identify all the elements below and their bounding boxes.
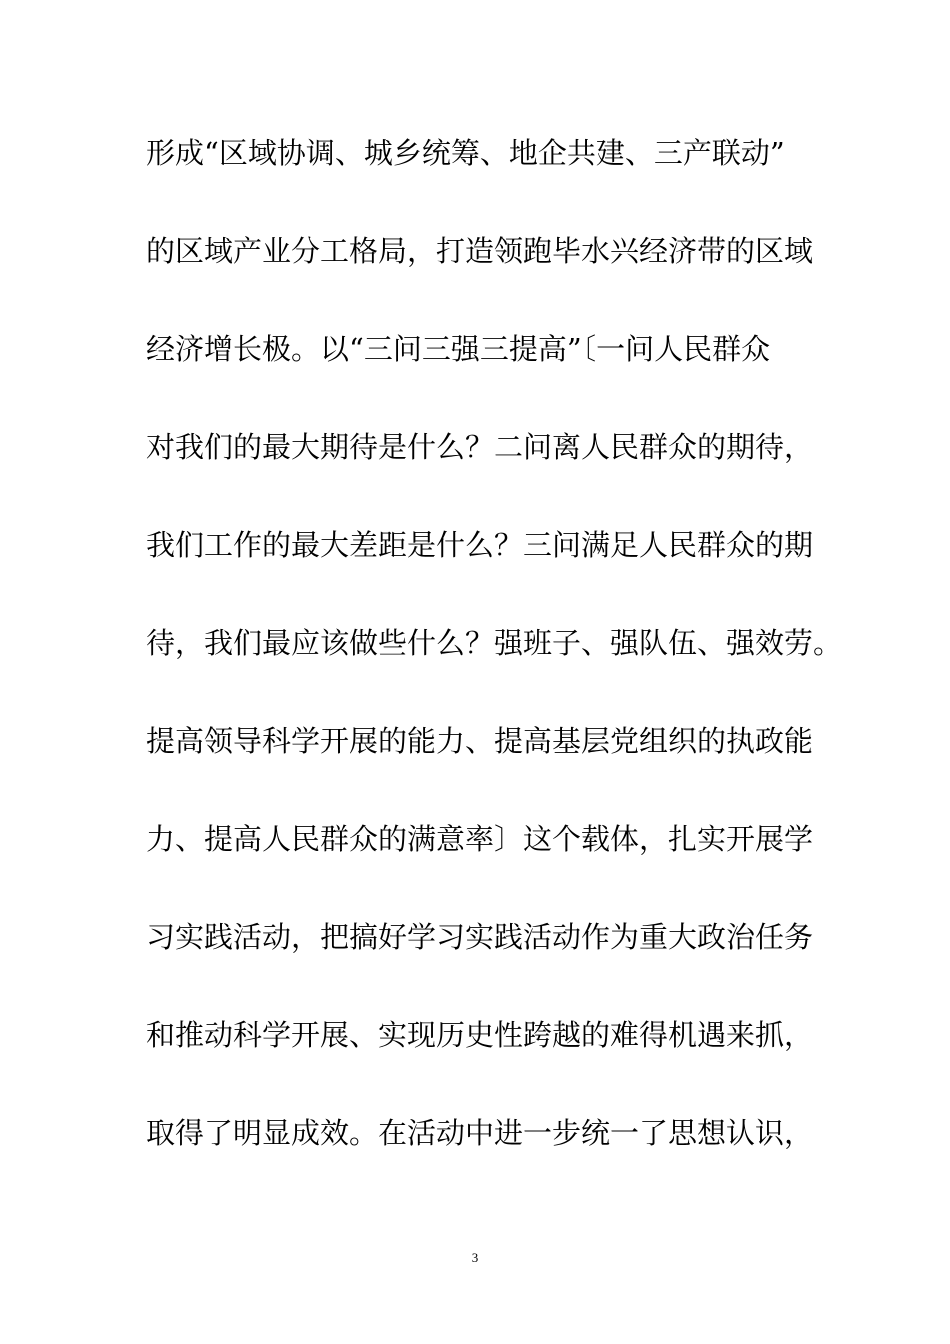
text-line-8: 力、提高人民群众的满意率〕这个载体，扎实开展学 — [146, 822, 814, 856]
text-line-11: 取得了明显成效。在活动中进一步统一了思想认识， — [146, 1116, 814, 1150]
text-line-9: 习实践活动，把搞好学习实践活动作为重大政治任务 — [146, 920, 814, 954]
text-line-10: 和推动科学开展、实现历史性跨越的难得机遇来抓， — [146, 1018, 814, 1052]
page-number: 3 — [471, 1250, 479, 1265]
text-line-5: 我们工作的最大差距是什么？三问满足人民群众的期 — [146, 528, 814, 562]
text-line-4: 对我们的最大期待是什么？二问离人民群众的期待， — [146, 430, 814, 464]
text-line-1: 形成“区域协调、城乡统筹、地企共建、三产联动” — [146, 136, 785, 170]
text-line-6: 待，我们最应该做些什么？强班子、强队伍、强效劳。 — [146, 626, 843, 660]
text-line-2: 的区域产业分工格局，打造领跑毕水兴经济带的区域 — [146, 234, 814, 268]
text-line-3: 经济增长极。以“三问三强三提高”〔一问人民群众 — [146, 332, 771, 366]
text-line-7: 提高领导科学开展的能力、提高基层党组织的执政能 — [146, 724, 814, 758]
body-text — [146, 124, 846, 1202]
